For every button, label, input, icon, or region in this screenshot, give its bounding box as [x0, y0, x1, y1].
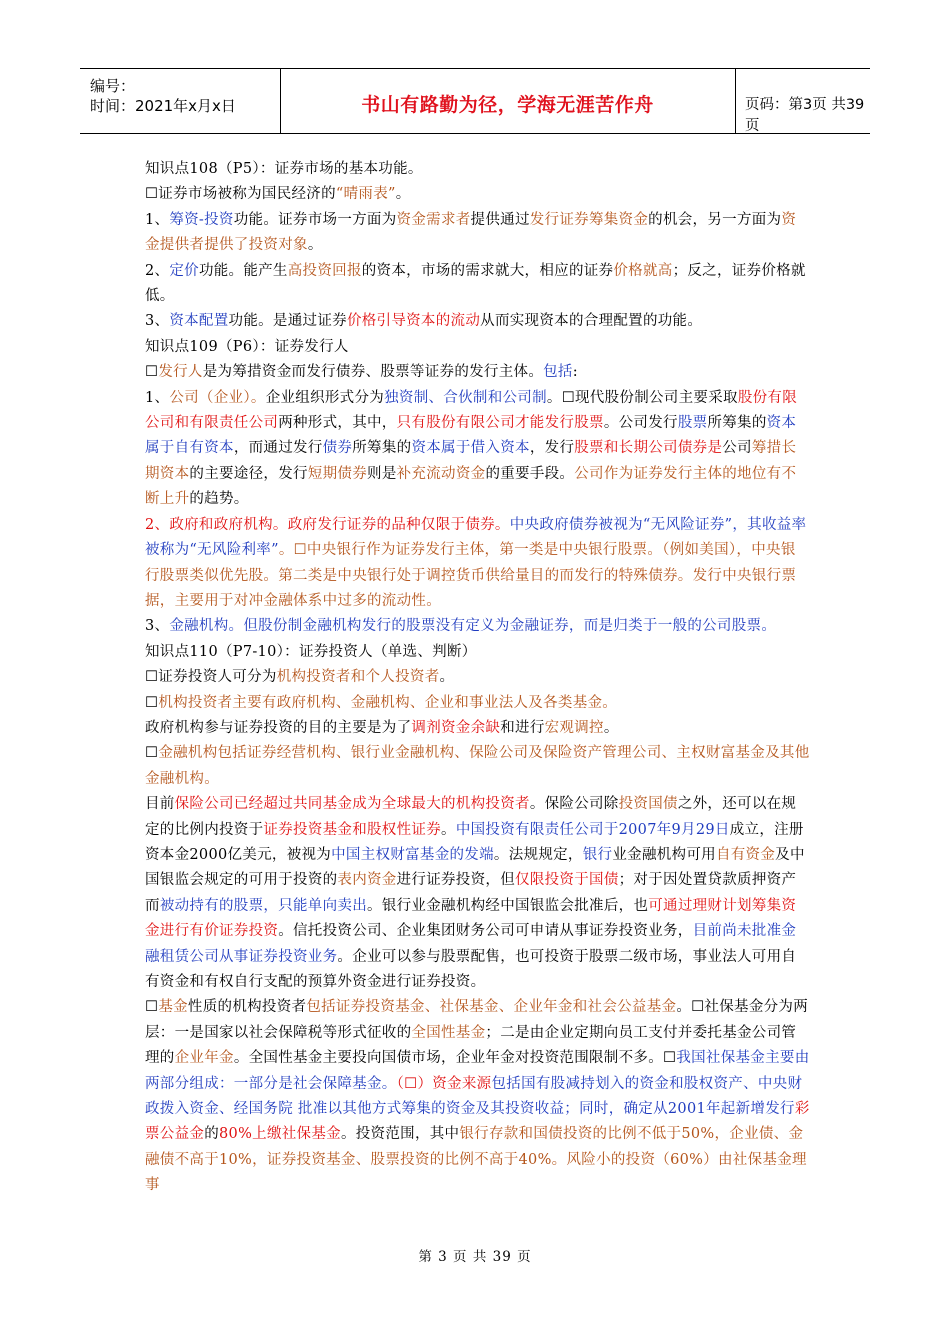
- paragraph-insurance-banks: 目前保险公司已经超过共同基金成为全球最大的机构投资者。保险公司除投资国债之外，还可以在规定的比例内投资于证券投资基金和股权性证券。中国投资有限责任公司于2007年9月29日成立，注册资本金2000亿美元，被视为中国主权财富基金的发端。法规规定，银行业金融机构可用自有资金及中国银监会规定的可用于投资的表内资金进行证券投资，但仅限投资于国债；对于因处置贷款质押资产而被动持有的股票，只能单向卖出。银行业金融机构经中国银监会批准后，也可通过理财计划筹集资金进行有价证券投资。信托投资公司、企业集团财务公司可申请从事证券投资业务，目前尚未批准金融租赁公司从事证券投资业务。企业可以参与股票配售，也可投资于股票二级市场，事业法人可用自有资金和有权自行支配的预算外资金进行证券投资。: [145, 796, 805, 990]
- header-page-label: 页码：第3页 共39页: [745, 97, 865, 134]
- section-heading-109: 知识点109（P6）：证券发行人: [145, 338, 349, 355]
- document-body: [145, 157, 810, 1199]
- time-label: 时间：2021年x月x日: [90, 97, 236, 115]
- header-motto: 书山有路勤为径，学海无涯苦作舟: [361, 94, 654, 116]
- section-heading-110: 知识点110（P7-10）：证券投资人（单选、判断）: [145, 643, 477, 660]
- paragraph-investor-types: ☐证券投资人可分为机构投资者和个人投资者。: [145, 669, 455, 686]
- page-footer: 第 3 页 共 39 页: [418, 1249, 532, 1265]
- paragraph-function-3: 3、资本配置功能。是通过证券价格引导资本的流动从而实现资本的合理配置的功能。: [145, 313, 703, 330]
- paragraph-issuer-company: 1、公司（企业）。企业组织形式分为独资制、合伙制和公司制。☐现代股份制公司主要采取股份有限公司和有限责任公司两种形式，其中，只有股份有限公司才能发行股票。公司发行股票所筹集的资本属于自有资本，而通过发行债券所筹集的资本属于借入资本，发行股票和长期公司债券是公司筹措长期资本的主要途径，发行短期债券则是补充流动资金的重要手段。公司作为证券发行主体的地位有不断上升的趋势。: [145, 389, 798, 508]
- paragraph-government-purpose: 政府机构参与证券投资的目的主要是为了调剂资金余缺和进行宏观调控。: [145, 719, 619, 736]
- paragraph-issuer-government: 2、政府和政府机构。政府发行证券的品种仅限于债券。中央政府债券被视为“无风险证券”，其收益率被称为“无风险利率”。☐中央银行作为证券发行主体，第一类是中央银行股票。（例如美国），中央银行股票类似优先股。第二类是中央银行处于调控货币供给量目的而发行的特殊债券。发行中央银行票据，主要用于对冲金融体系中过多的流动性。: [145, 516, 807, 609]
- page-header: [80, 68, 870, 134]
- paragraph-institutional: ☐机构投资者主要有政府机构、金融机构、企业和事业法人及各类基金。: [145, 694, 618, 711]
- header-meta: [80, 69, 281, 133]
- paragraph-function-2: 2、定价功能。能产生高投资回报的资本，市场的需求就大，相应的证券价格就高；反之，证券价格就低。: [145, 262, 806, 305]
- paragraph-barometer: ☐证券市场被称为国民经济的“晴雨表”。: [145, 186, 411, 203]
- paragraph-financial-institutions: ☐金融机构包括证券经营机构、银行业金融机构、保险公司及保险资产管理公司、主权财富基金及其他金融机构。: [145, 745, 810, 787]
- header-motto-cell: [280, 69, 736, 133]
- number-label: 编号：: [90, 77, 136, 95]
- header-page-cell: [735, 69, 870, 133]
- paragraph-funds: ☐基金性质的机构投资者包括证券投资基金、社保基金、企业年金和社会公益基金。☐社保基金分为两层：一是国家以社会保障税等形式征收的全国性基金；二是由企业定期向员工支付并委托基金公司管理的企业年金。全国性基金主要投向国债市场，企业年金对投资范围限制不多。☐我国社保基金主要由两部分组成：一部分是社会保障基金。（☐）资金来源包括国有股减持划入的资金和股权资产、中央财政拨入资金、经国务院 批准以其他方式筹集的资金及其投资收益；同时，确定从2001年起新增发行彩票公益金的80%上缴社保基金。投资范围，其中银行存款和国债投资的比例不低于50%，企业债、金融债不高于10%，证券投资基金、股票投资的比例不高于40%。风险小的投资（60%）由社保基金理事: [145, 999, 810, 1194]
- paragraph-function-1: 1、筹资-投资功能。证券市场一方面为资金需求者提供通过发行证券筹集资金的机会，另一方面为资金提供者提供了投资对象。: [145, 211, 797, 254]
- section-heading-108: 知识点108（P5）：证券市场的基本功能。: [145, 161, 423, 177]
- paragraph-issuer-financial: 3、金融机构。但股份制金融机构发行的股票没有定义为金融证券，而是归类于一般的公司股票。: [145, 618, 777, 635]
- paragraph-issuer: ☐发行人是为筹措资金而发行债券、股票等证券的发行主体。包括:: [145, 364, 578, 381]
